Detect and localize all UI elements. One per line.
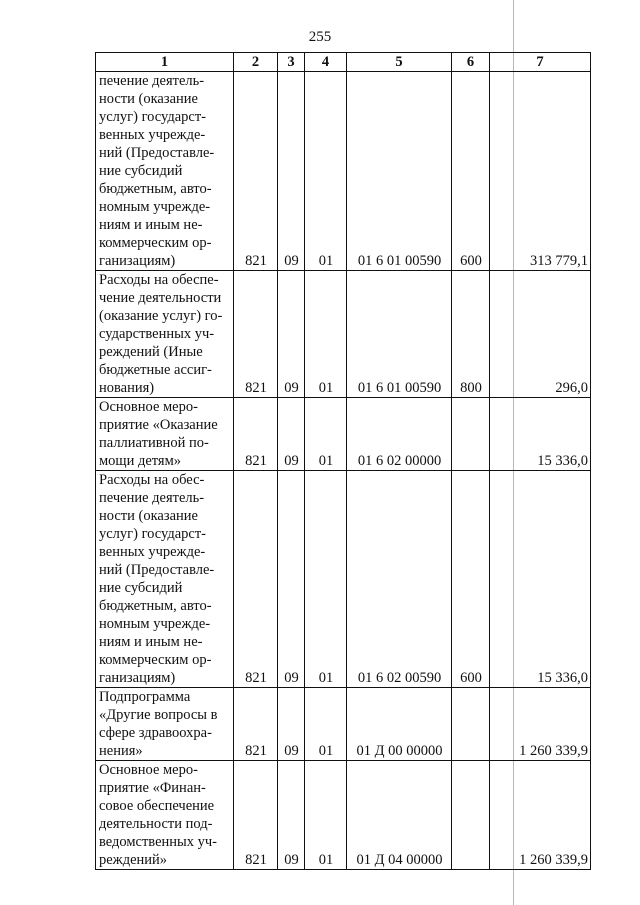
header-col-4: 4: [305, 53, 347, 72]
header-col-5: 5: [347, 53, 452, 72]
row-amount: 15 336,0: [490, 471, 591, 688]
row-target-code: 01 6 02 00000: [347, 398, 452, 471]
row-subsection: 01: [305, 471, 347, 688]
row-target-code: 01 Д 00 00000: [347, 688, 452, 761]
row-expense-type: 600: [452, 471, 490, 688]
table-row: [96, 688, 591, 761]
row-description: печение деятель- ности (оказание услуг) государст- венных учрежде- ний (Предоставле- ние субсидий бюджетным, авто- номным учрежде- ниям и иным не- коммерческим ор- ганизациям): [96, 72, 234, 271]
row-amount: 313 779,1: [490, 72, 591, 271]
row-description: Основное меро- приятие «Финан- совое обеспечение деятельности под- ведомственных уч- реждений»: [96, 761, 234, 870]
row-section: 09: [278, 72, 305, 271]
table-row: [96, 271, 591, 398]
row-description: Расходы на обес- печение деятель- ности (оказание услуг) государст- венных учрежде- ний (Предоставле- ние субсидий бюджетным, авто- номным учрежде- ниям и иным не- коммерческим ор- ганизациям): [96, 471, 234, 688]
table-body: [96, 72, 591, 870]
row-subsection: 01: [305, 761, 347, 870]
row-expense-type: 600: [452, 72, 490, 271]
row-admin-code: 821: [234, 271, 278, 398]
budget-table: [95, 52, 591, 870]
header-col-6: 6: [452, 53, 490, 72]
row-admin-code: 821: [234, 761, 278, 870]
row-section: 09: [278, 761, 305, 870]
row-expense-type: [452, 398, 490, 471]
header-col-7: 7: [490, 53, 591, 72]
row-subsection: 01: [305, 271, 347, 398]
table-row: [96, 471, 591, 688]
row-subsection: 01: [305, 72, 347, 271]
row-target-code: 01 6 02 00590: [347, 471, 452, 688]
row-admin-code: 821: [234, 688, 278, 761]
row-section: 09: [278, 398, 305, 471]
header-col-3: 3: [278, 53, 305, 72]
table-row: [96, 761, 591, 870]
row-admin-code: 821: [234, 398, 278, 471]
row-amount: 296,0: [490, 271, 591, 398]
row-expense-type: [452, 688, 490, 761]
row-amount: 1 260 339,9: [490, 761, 591, 870]
header-row: [96, 53, 591, 72]
row-amount: 15 336,0: [490, 398, 591, 471]
row-target-code: 01 6 01 00590: [347, 72, 452, 271]
header-col-1: 1: [96, 53, 234, 72]
table-row: [96, 72, 591, 271]
row-admin-code: 821: [234, 471, 278, 688]
row-description: Основное меро- приятие «Оказание паллиативной по- мощи детям»: [96, 398, 234, 471]
header-col-2: 2: [234, 53, 278, 72]
row-section: 09: [278, 688, 305, 761]
row-expense-type: 800: [452, 271, 490, 398]
row-description: Подпрограмма «Другие вопросы в сфере здравоохра- нения»: [96, 688, 234, 761]
row-subsection: 01: [305, 398, 347, 471]
row-target-code: 01 Д 04 00000: [347, 761, 452, 870]
table-row: [96, 398, 591, 471]
page-number: 255: [308, 29, 332, 45]
row-section: 09: [278, 271, 305, 398]
row-expense-type: [452, 761, 490, 870]
row-section: 09: [278, 471, 305, 688]
table-header: [96, 53, 591, 72]
row-admin-code: 821: [234, 72, 278, 271]
row-subsection: 01: [305, 688, 347, 761]
row-description: Расходы на обеспе- чение деятельности (оказание услуг) го- сударственных уч- реждений (Иные бюджетные ассиг- нования): [96, 271, 234, 398]
row-target-code: 01 6 01 00590: [347, 271, 452, 398]
row-amount: 1 260 339,9: [490, 688, 591, 761]
